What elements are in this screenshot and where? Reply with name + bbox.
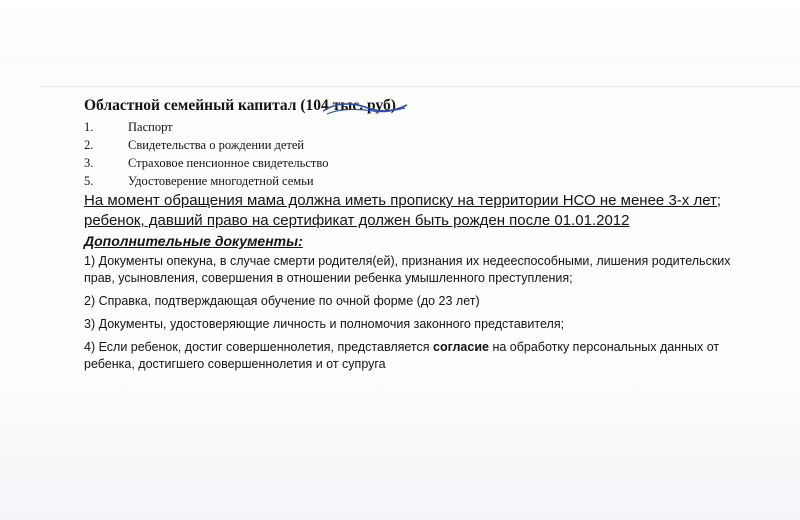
document-title-text: Областной семейный капитал (104 тыс. руб): [84, 97, 396, 114]
additional-item-4: [84, 339, 764, 373]
item-4-bold-word: согласие: [433, 340, 489, 354]
list-item: [84, 172, 764, 190]
pen-scribble-mark: [321, 99, 409, 117]
scan-top-margin: [0, 0, 800, 70]
list-item: [84, 118, 764, 136]
list-item-text: Удостоверение многодетной семьи: [128, 174, 314, 188]
list-item-number: 5.: [84, 174, 94, 188]
list-item-text: Свидетельства о рождении детей: [128, 138, 305, 152]
item-4-text-end: на обработку персональных данных от ребенка, достигшего совершеннолетия и от супруга: [84, 340, 720, 371]
additional-documents-heading: Дополнительные документы:: [84, 233, 303, 249]
additional-item-2: 2) Справка, подтверждающая обучение по очной форме (до 23 лет): [84, 294, 480, 308]
additional-item-3: 3) Документы, удостоверяющие личность и полномочия законного представителя;: [84, 317, 565, 331]
list-item-number: 1.: [84, 120, 94, 134]
required-documents-list: [84, 118, 764, 190]
scan-fold-line: [40, 86, 800, 87]
list-item-text: Страховое пенсионное свидетельство: [128, 156, 329, 170]
registration-notice: На момент обращения мама должна иметь прописку на территории НСО не менее 3-х лет; ребенок, давший право на сертификат должен быть рожден после 01.01.2012: [84, 192, 722, 229]
item-4-text-start: 4) Если ребенок, достиг совершеннолетия, представляется: [84, 340, 433, 354]
document-body: [84, 97, 764, 379]
document-title: [84, 97, 396, 115]
list-item: [84, 154, 764, 172]
scan-bottom-shade: [0, 380, 800, 520]
additional-item-1: 1) Документы опекуна, в случае смерти родителя(ей), признания их недееспособными, лишения родительских прав, усыновления, совершения в отношении ребенка умышленного преступления;: [84, 254, 731, 285]
list-item-number: 3.: [84, 156, 94, 170]
list-item-text: Паспорт: [128, 120, 173, 134]
list-item: [84, 136, 764, 154]
list-item-number: 2.: [84, 138, 94, 152]
